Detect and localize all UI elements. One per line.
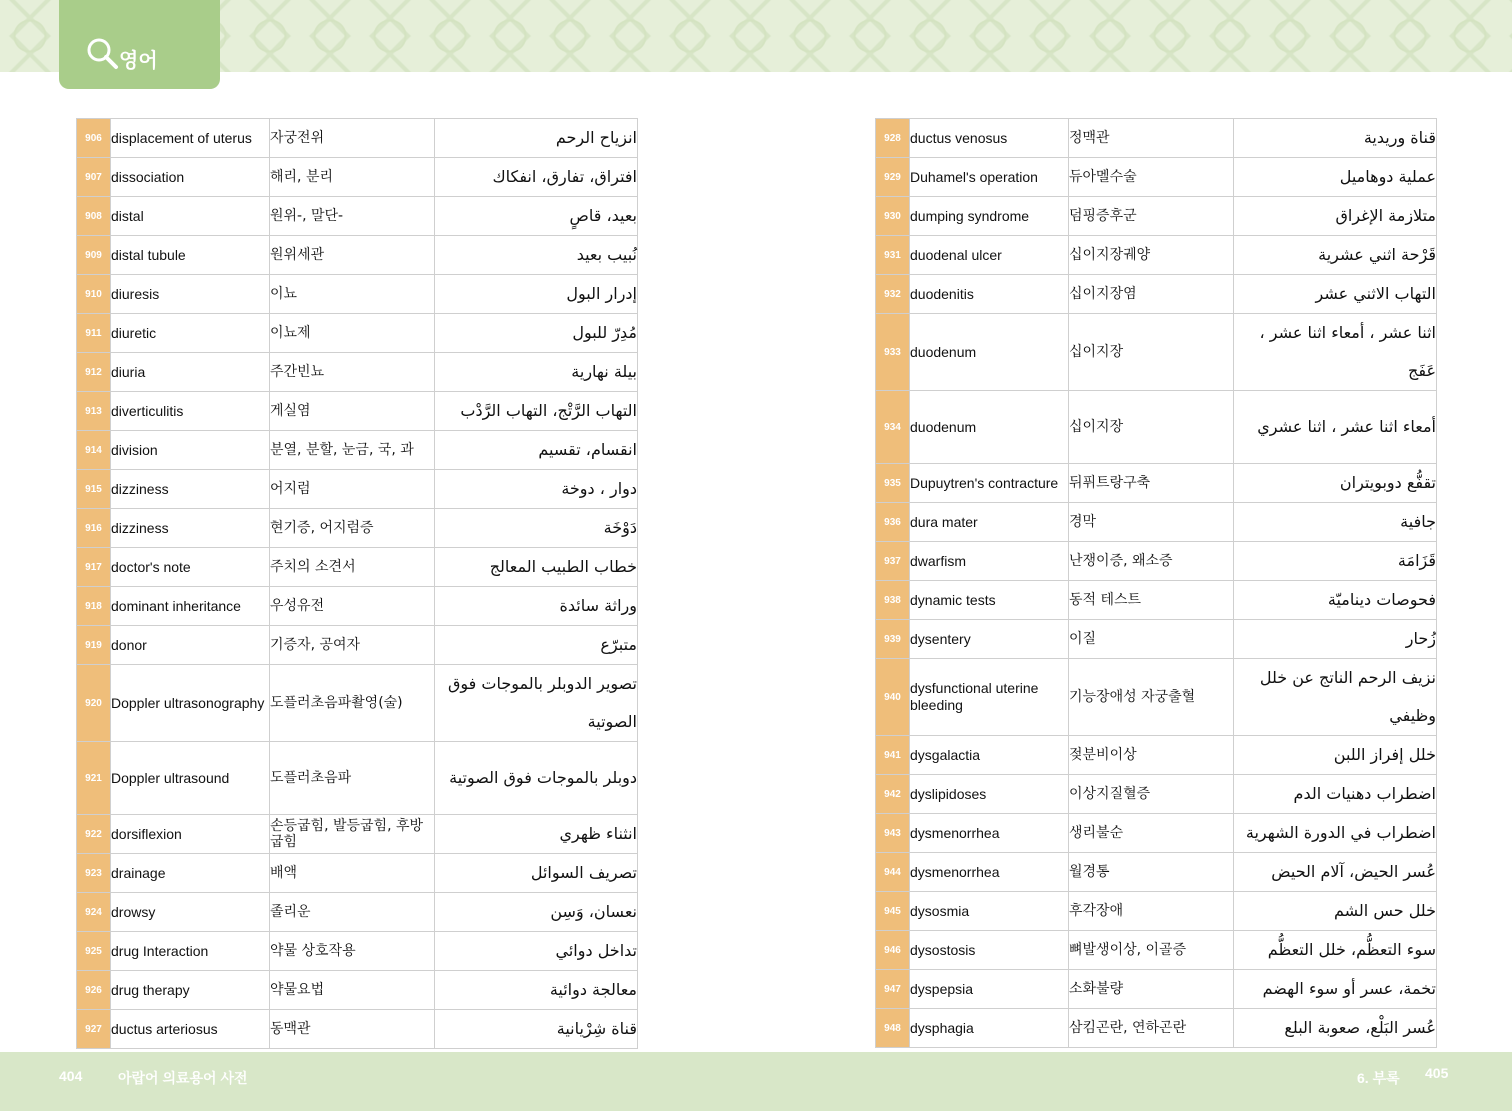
english-term: dyspepsia <box>910 970 1069 1009</box>
korean-term: 도플러초음파 <box>270 742 435 815</box>
english-term: dysphagia <box>910 1009 1069 1048</box>
arabic-term: بيلة نهارية <box>435 353 638 392</box>
korean-term: 손등굽힘, 발등굽힘, 후방굽힘 <box>270 815 435 854</box>
table-row <box>77 353 638 392</box>
entry-number: 909 <box>77 236 111 275</box>
english-term: Doppler ultrasonography <box>111 665 270 742</box>
entry-number: 941 <box>876 736 910 775</box>
korean-term: 해리, 분리 <box>270 158 435 197</box>
english-term: dissociation <box>111 158 270 197</box>
arabic-term: خلل إفراز اللبن <box>1234 736 1437 775</box>
entry-number: 919 <box>77 626 111 665</box>
korean-term: 소화불량 <box>1069 970 1234 1009</box>
entry-number: 932 <box>876 275 910 314</box>
arabic-term: اضطراب دهنيات الدم <box>1234 775 1437 814</box>
korean-term: 경막 <box>1069 503 1234 542</box>
korean-term: 원위-, 말단- <box>270 197 435 236</box>
korean-term: 어지럼 <box>270 470 435 509</box>
table-row <box>77 470 638 509</box>
arabic-term: انقسام، تقسيم <box>435 431 638 470</box>
entry-number: 916 <box>77 509 111 548</box>
entry-number: 926 <box>77 971 111 1010</box>
english-term: dorsiflexion <box>111 815 270 854</box>
english-term: division <box>111 431 270 470</box>
korean-term: 이질 <box>1069 620 1234 659</box>
table-row <box>876 542 1437 581</box>
english-term: duodenitis <box>910 275 1069 314</box>
english-term: Dupuytren's contracture <box>910 464 1069 503</box>
table-row <box>876 1009 1437 1048</box>
entry-number: 942 <box>876 775 910 814</box>
english-term: dysosmia <box>910 892 1069 931</box>
entry-number: 944 <box>876 853 910 892</box>
entry-number: 906 <box>77 119 111 158</box>
search-icon <box>85 36 119 70</box>
header-pattern <box>0 0 1512 72</box>
entry-number: 923 <box>77 854 111 893</box>
table-row <box>77 854 638 893</box>
table-row <box>77 587 638 626</box>
book-title: 아랍어 의료용어 사전 <box>118 1070 248 1086</box>
english-term: dysmenorrhea <box>910 814 1069 853</box>
arabic-term: افتراق، تفارق، انفكاك <box>435 158 638 197</box>
table-row <box>876 503 1437 542</box>
table-row <box>77 548 638 587</box>
korean-term: 이뇨제 <box>270 314 435 353</box>
korean-term: 동맥관 <box>270 1010 435 1049</box>
english-term: displacement of uterus <box>111 119 270 158</box>
table-row <box>876 853 1437 892</box>
english-term: distal <box>111 197 270 236</box>
english-term: dwarfism <box>910 542 1069 581</box>
table-row <box>876 314 1437 391</box>
entry-number: 927 <box>77 1010 111 1049</box>
arabic-term: بعيد، قاصٍ <box>435 197 638 236</box>
entry-number: 945 <box>876 892 910 931</box>
table-row <box>77 815 638 854</box>
section-tab <box>59 0 220 89</box>
korean-term: 동적 테스트 <box>1069 581 1234 620</box>
table-row <box>876 275 1437 314</box>
entry-number: 931 <box>876 236 910 275</box>
arabic-term: نزيف الرحم الناتج عن خلل وظيفي <box>1234 659 1437 736</box>
table-row <box>876 197 1437 236</box>
table-row <box>77 158 638 197</box>
table-row <box>876 736 1437 775</box>
entry-number: 915 <box>77 470 111 509</box>
korean-term: 덤핑증후군 <box>1069 197 1234 236</box>
table-row <box>876 931 1437 970</box>
table-row <box>876 391 1437 464</box>
arabic-term: متلازمة الإغراق <box>1234 197 1437 236</box>
english-term: duodenum <box>910 391 1069 464</box>
english-term: duodenum <box>910 314 1069 391</box>
table-row <box>876 970 1437 1009</box>
korean-term: 젖분비이상 <box>1069 736 1234 775</box>
arabic-term: قَزَامَة <box>1234 542 1437 581</box>
table-row <box>876 119 1437 158</box>
table-row <box>876 814 1437 853</box>
english-term: duodenal ulcer <box>910 236 1069 275</box>
entry-number: 908 <box>77 197 111 236</box>
arabic-term: معالجة دوائية <box>435 971 638 1010</box>
english-term: drug therapy <box>111 971 270 1010</box>
entry-number: 946 <box>876 931 910 970</box>
korean-term: 생리불순 <box>1069 814 1234 853</box>
korean-term: 이상지질혈증 <box>1069 775 1234 814</box>
english-term: dysgalactia <box>910 736 1069 775</box>
entry-number: 938 <box>876 581 910 620</box>
entry-number: 913 <box>77 392 111 431</box>
arabic-term: دوار ، دوخة <box>435 470 638 509</box>
table-row <box>77 971 638 1010</box>
arabic-term: تصريف السوائل <box>435 854 638 893</box>
english-term: ductus arteriosus <box>111 1010 270 1049</box>
korean-term: 원위세관 <box>270 236 435 275</box>
entry-number: 921 <box>77 742 111 815</box>
table-row <box>77 742 638 815</box>
english-term: distal tubule <box>111 236 270 275</box>
arabic-term: مُدِرّ للبول <box>435 314 638 353</box>
table-row <box>77 275 638 314</box>
english-term: drowsy <box>111 893 270 932</box>
arabic-term: انزياح الرحم <box>435 119 638 158</box>
arabic-term: التهاب الرَّتْج، التهاب الرَّدْب <box>435 392 638 431</box>
table-row <box>876 581 1437 620</box>
entry-number: 924 <box>77 893 111 932</box>
korean-term: 뒤퓌트랑구축 <box>1069 464 1234 503</box>
table-row <box>876 620 1437 659</box>
table-row <box>77 392 638 431</box>
korean-term: 십이지장궤양 <box>1069 236 1234 275</box>
entry-number: 929 <box>876 158 910 197</box>
korean-term: 주간빈뇨 <box>270 353 435 392</box>
table-row <box>876 236 1437 275</box>
english-term: Doppler ultrasound <box>111 742 270 815</box>
table-row <box>77 626 638 665</box>
left-page-number: 404 <box>59 1068 83 1084</box>
english-term: dysmenorrhea <box>910 853 1069 892</box>
arabic-term: دَوْخَة <box>435 509 638 548</box>
section-name: 6. 부록 <box>1357 1070 1400 1086</box>
korean-term: 주치의 소견서 <box>270 548 435 587</box>
english-term: diuretic <box>111 314 270 353</box>
arabic-term: اثنا عشر ، أمعاء اثنا عشر ، عَفَج <box>1234 314 1437 391</box>
entry-number: 920 <box>77 665 111 742</box>
table-row <box>77 119 638 158</box>
entry-number: 937 <box>876 542 910 581</box>
korean-term: 이뇨 <box>270 275 435 314</box>
arabic-term: سوء التعظُّم، خلل التعظُّم <box>1234 931 1437 970</box>
arabic-term: تصوير الدوبلر بالموجات فوق الصوتية <box>435 665 638 742</box>
korean-term: 기증자, 공여자 <box>270 626 435 665</box>
table-row <box>77 893 638 932</box>
english-term: dizziness <box>111 470 270 509</box>
korean-term: 십이지장염 <box>1069 275 1234 314</box>
arabic-term: عُسر البَلْع، صعوبة البلع <box>1234 1009 1437 1048</box>
table-row <box>77 236 638 275</box>
english-term: dysentery <box>910 620 1069 659</box>
arabic-term: إدرار البول <box>435 275 638 314</box>
english-term: dominant inheritance <box>111 587 270 626</box>
arabic-term: وراثة سائدة <box>435 587 638 626</box>
entry-number: 912 <box>77 353 111 392</box>
entry-number: 943 <box>876 814 910 853</box>
arabic-term: تقفُّع دوبويتران <box>1234 464 1437 503</box>
english-term: diuria <box>111 353 270 392</box>
entry-number: 925 <box>77 932 111 971</box>
vocab-table-right <box>875 118 1437 1048</box>
korean-term: 삼킴곤란, 연하곤란 <box>1069 1009 1234 1048</box>
entry-number: 917 <box>77 548 111 587</box>
table-row <box>876 464 1437 503</box>
vocab-table-left <box>76 118 638 1049</box>
entry-number: 918 <box>77 587 111 626</box>
entry-number: 911 <box>77 314 111 353</box>
english-term: drug Interaction <box>111 932 270 971</box>
table-row <box>876 775 1437 814</box>
table-row <box>77 932 638 971</box>
table-row <box>876 659 1437 736</box>
english-term: diverticulitis <box>111 392 270 431</box>
korean-term: 도플러초음파촬영(술) <box>270 665 435 742</box>
english-term: dynamic tests <box>910 581 1069 620</box>
arabic-term: خلل حس الشم <box>1234 892 1437 931</box>
korean-term: 월경통 <box>1069 853 1234 892</box>
section-title: 영어 <box>119 48 158 72</box>
english-term: doctor's note <box>111 548 270 587</box>
arabic-term: قَرْحة اثني عشرية <box>1234 236 1437 275</box>
korean-term: 우성유전 <box>270 587 435 626</box>
korean-term: 현기증, 어지럼증 <box>270 509 435 548</box>
entry-number: 930 <box>876 197 910 236</box>
english-term: diuresis <box>111 275 270 314</box>
english-term: drainage <box>111 854 270 893</box>
right-page-number: 405 <box>1425 1065 1449 1081</box>
table-row <box>77 509 638 548</box>
arabic-term: قناة شِرْيانية <box>435 1010 638 1049</box>
table-row <box>77 665 638 742</box>
entry-number: 928 <box>876 119 910 158</box>
arabic-term: دوبلر بالموجات فوق الصوتية <box>435 742 638 815</box>
entry-number: 940 <box>876 659 910 736</box>
entry-number: 947 <box>876 970 910 1009</box>
english-term: dysostosis <box>910 931 1069 970</box>
arabic-term: عُسر الحيض، آلام الحيض <box>1234 853 1437 892</box>
korean-term: 기능장애성 자궁출혈 <box>1069 659 1234 736</box>
korean-term: 뼈발생이상, 이골증 <box>1069 931 1234 970</box>
entry-number: 907 <box>77 158 111 197</box>
arabic-term: جافية <box>1234 503 1437 542</box>
korean-term: 배액 <box>270 854 435 893</box>
entry-number: 948 <box>876 1009 910 1048</box>
arabic-term: فحوصات ديناميّة <box>1234 581 1437 620</box>
arabic-term: متبرّع <box>435 626 638 665</box>
entry-number: 936 <box>876 503 910 542</box>
entry-number: 939 <box>876 620 910 659</box>
arabic-term: انثناء ظهري <box>435 815 638 854</box>
english-term: dysfunctional uterine bleeding <box>910 659 1069 736</box>
table-row <box>77 314 638 353</box>
english-term: Duhamel's operation <box>910 158 1069 197</box>
korean-term: 자궁전위 <box>270 119 435 158</box>
korean-term: 정맥관 <box>1069 119 1234 158</box>
korean-term: 듀아멜수술 <box>1069 158 1234 197</box>
korean-term: 약물 상호작용 <box>270 932 435 971</box>
arabic-term: عملية دوهاميل <box>1234 158 1437 197</box>
arabic-term: قناة وريدية <box>1234 119 1437 158</box>
entry-number: 935 <box>876 464 910 503</box>
table-row <box>876 158 1437 197</box>
korean-term: 졸리운 <box>270 893 435 932</box>
arabic-term: نعسان، وَسِن <box>435 893 638 932</box>
arabic-term: زُحار <box>1234 620 1437 659</box>
english-term: dumping syndrome <box>910 197 1069 236</box>
table-row <box>77 197 638 236</box>
korean-term: 분열, 분할, 눈금, 국, 과 <box>270 431 435 470</box>
entry-number: 933 <box>876 314 910 391</box>
korean-term: 후각장애 <box>1069 892 1234 931</box>
table-row <box>77 1010 638 1049</box>
entry-number: 934 <box>876 391 910 464</box>
english-term: dyslipidoses <box>910 775 1069 814</box>
arabic-term: نُبيب بعيد <box>435 236 638 275</box>
korean-term: 약물요법 <box>270 971 435 1010</box>
korean-term: 십이지장 <box>1069 314 1234 391</box>
korean-term: 게실염 <box>270 392 435 431</box>
korean-term: 십이지장 <box>1069 391 1234 464</box>
english-term: donor <box>111 626 270 665</box>
page-footer <box>0 1052 1512 1111</box>
entry-number: 914 <box>77 431 111 470</box>
arabic-term: خطاب الطبيب المعالج <box>435 548 638 587</box>
arabic-term: تداخل دوائي <box>435 932 638 971</box>
english-term: ductus venosus <box>910 119 1069 158</box>
entry-number: 922 <box>77 815 111 854</box>
arabic-term: اضطراب في الدورة الشهرية <box>1234 814 1437 853</box>
arabic-term: أمعاء اثنا عشر ، اثنا عشري <box>1234 391 1437 464</box>
arabic-term: التهاب الاثني عشر <box>1234 275 1437 314</box>
entry-number: 910 <box>77 275 111 314</box>
korean-term: 난쟁이증, 왜소증 <box>1069 542 1234 581</box>
table-row <box>876 892 1437 931</box>
english-term: dura mater <box>910 503 1069 542</box>
english-term: dizziness <box>111 509 270 548</box>
arabic-term: تخمة، عسر أو سوء الهضم <box>1234 970 1437 1009</box>
table-row <box>77 431 638 470</box>
